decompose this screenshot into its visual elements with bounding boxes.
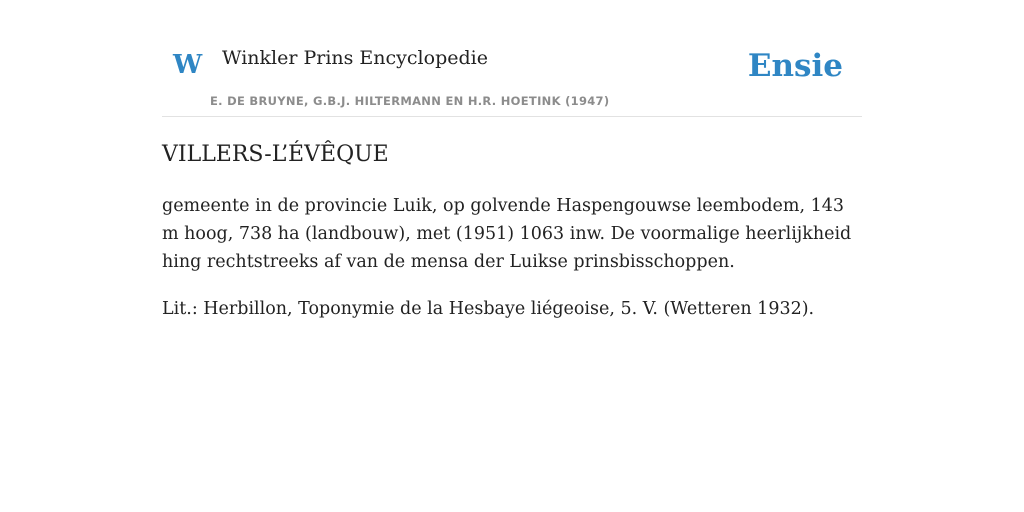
ensie-logo[interactable]: Ensie [747,48,843,84]
source-header [162,0,862,117]
source-title[interactable]: Winkler Prins Encyclopedie [222,47,488,69]
entry-paragraph-definition: gemeente in de provincie Luik, op golvende Haspengouwse leembodem, 143 m hoog, 738 ha (landbouw), met (1951) 1063 inw. De voormalige heerlijkheid hing rechtstreeks af van de mensa der Luikse prinsbisschoppen. [162,196,852,272]
page-content [162,0,862,319]
source-authors: E. DE BRUYNE, G.B.J. HILTERMANN EN H.R. HOETINK (1947) [210,94,610,108]
entry-paragraph-literature: Lit.: Herbillon, Toponymie de la Hesbaye liégeoise, 5. V. (Wetteren 1932). [162,299,815,319]
entry-title: VILLERS-L’ÉVÊQUE [162,142,389,167]
winkler-prins-logo[interactable]: W [173,50,203,80]
